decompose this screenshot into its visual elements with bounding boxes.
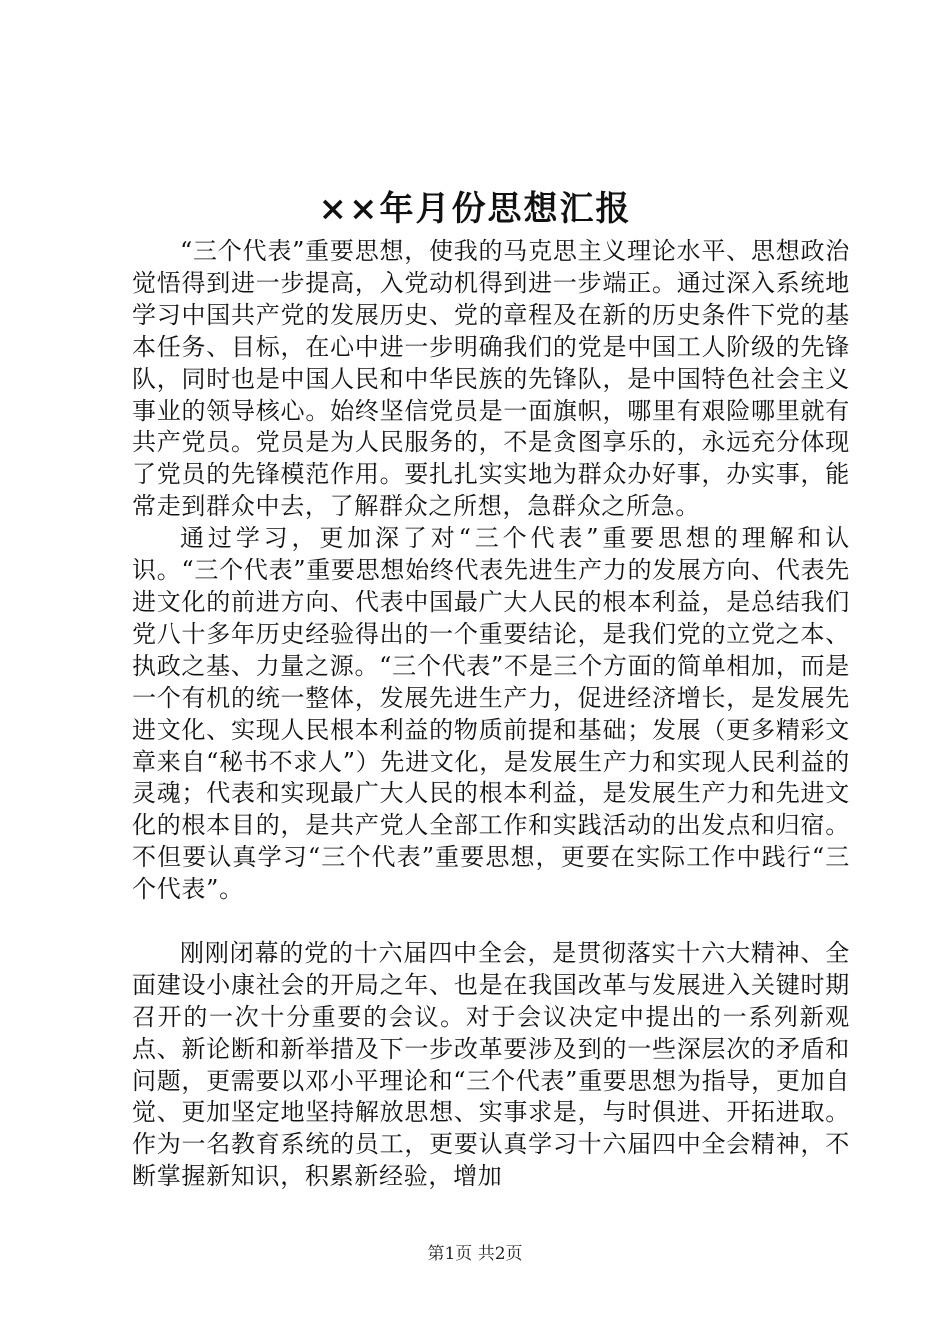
page-number-footer: 第1页 共2页 xyxy=(427,1244,523,1264)
paragraph-3: 刚刚闭幕的党的十六届四中全会，是贯彻落实十六大精神、全面建设小康社会的开局之年、也是在我国改革与发展进入关键时期召开的一次十分重要的会议。对于会议决定中提出的一系列新观点、新论断和新举措及下一步改革要涉及到的一些深层次的矛盾和问题，更需要以邓小平理论和“三个代表”重要思想为指导，更加自觉、更加坚定地坚持解放思想、实事求是，与时俱进、开拓进取。作为一名教育系统的员工，更要认真学习十六届四中全会精神，不断掌握新知识，积累新经验，增加 xyxy=(132,938,850,1191)
paragraph-1: “三个代表”重要思想，使我的马克思主义理论水平、思想政治觉悟得到进一步提高，入党动机得到进一步端正。通过深入系统地学习中国共产党的发展历史、党的章程及在新的历史条件下党的基本任务、目标，在心中进一步明确我们的党是中国工人阶级的先锋队，同时也是中国人民和中华民族的先锋队，是中国特色社会主义事业的领导核心。始终坚信党员是一面旗帜，哪里有艰险哪里就有共产党员。党员是为人民服务的，不是贪图享乐的，永远充分体现了党员的先锋模范作用。要扎扎实实地为群众办好事，办实事，能常走到群众中去，了解群众之所想，急群众之所急。 xyxy=(132,237,850,521)
document-body xyxy=(132,236,850,1193)
document-title: ××年月份思想汇报 xyxy=(318,189,632,229)
paragraph-2: 通过学习，更加深了对“三个代表”重要思想的理解和认识。“三个代表”重要思想始终代表先进生产力的发展方向、代表先进文化的前进方向、代表中国最广大人民的根本利益，是总结我们党八十多年历史经验得出的一个重要结论，是我们党的立党之本、执政之基、力量之源。“三个代表”不是三个方面的简单相加，而是一个有机的统一整体，发展先进生产力，促进经济增长，是发展先进文化、实现人民根本利益的物质前提和基础；发展（更多精彩文章来自“秘书不求人”）先进文化，是发展生产力和实现人民利益的灵魂；代表和实现最广大人民的根本利益，是发展生产力和先进文化的根本目的，是共产党人全部工作和实践活动的出发点和归宿。不但要认真学习“三个代表”重要思想，更要在实际工作中践行“三个代表”。 xyxy=(132,524,850,904)
